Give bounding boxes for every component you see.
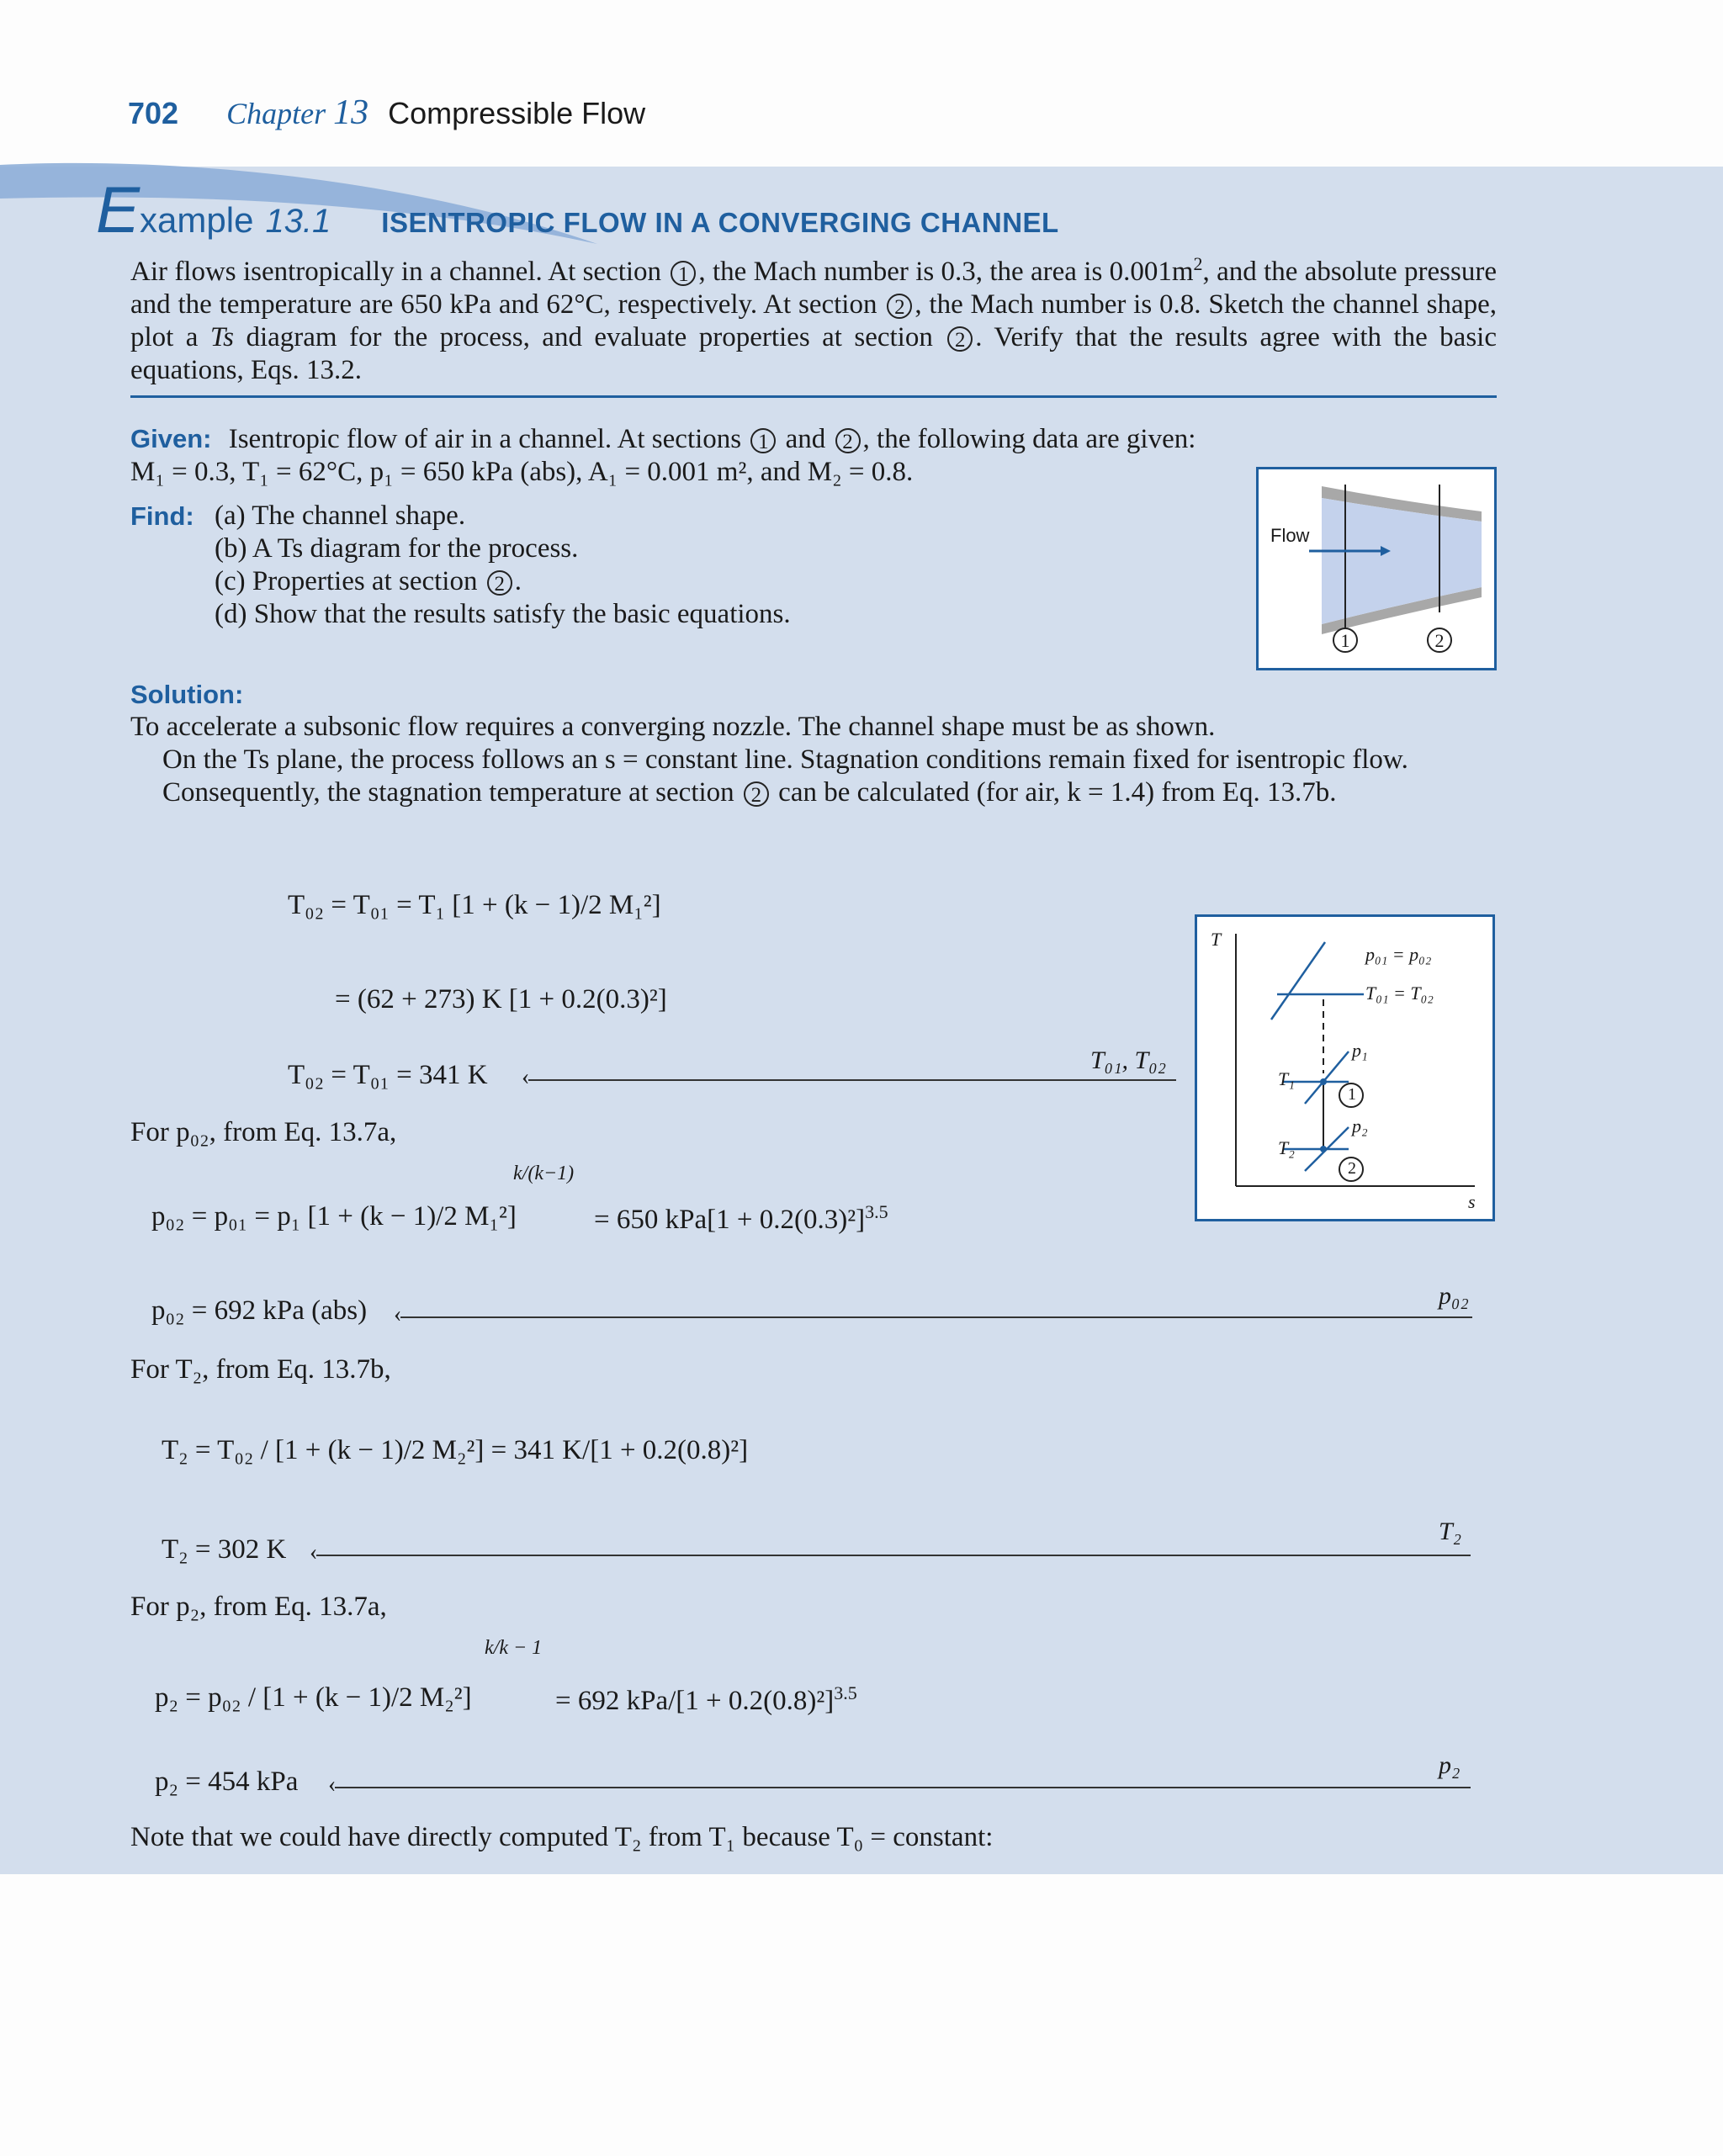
equation-t0-substitution: = (62 + 273) K [1 + 0.2(0.3)²] <box>335 984 667 1014</box>
find-list <box>215 500 791 631</box>
p2-result: p₂ = 454 kPa <box>155 1767 299 1797</box>
chapter-word: Chapter <box>226 97 326 130</box>
page-number: 702 <box>128 96 179 130</box>
find-item: (d) Show that the results satisfy the basic equations. <box>215 599 791 629</box>
given-block: Given: Isentropic flow of air in a channel. At sections 1 and 2 , the following data are given: M₁ = 0.3, T₁ = 62°C, p₁ = 650 kPa (abs), A₁ = 0.001 m², and M₂ = 0.8. <box>130 424 1196 487</box>
given-data: M₁ = 0.3, T₁ = 62°C, p₁ = 650 kPa (abs), A₁ = 0.001 m², and M₂ = 0.8. <box>130 457 914 487</box>
t0-line-label: T₀₁ = T₀₂ <box>1365 983 1434 1004</box>
problem-statement: Air flows isentropically in a channel. At section 1 , the Mach number is 0.3, the area is $0.001m^2$, and the absolute pressure and the temperature are 650 kPa and 62°C, respectively. At section 2 , the Mach number is 0.8. Sketch the channel shape, plot a Ts diagram for the process, and evaluate properties at section 2 . Verify that the results agree with the basic equations, Eqs. 13.2. <box>130 253 1497 385</box>
t0-result: T₀₂ = T₀₁ = 341 K <box>288 1060 488 1090</box>
section-2-marker: 2 <box>887 294 912 319</box>
channel-section-1: 1 <box>1340 630 1350 651</box>
chapter-number: 13 <box>333 93 369 132</box>
p2-isobar-label: p₂ <box>1352 1115 1368 1136</box>
p0-answer-tag: p₀₂ <box>1439 1282 1469 1310</box>
answer-arrow-line <box>528 1079 1176 1081</box>
chapter-title: Compressible Flow <box>388 96 646 130</box>
equation-t2: T₂ = T₀₂ / [1 + (k − 1)/2 M₂²] = 341 K/[1 + 0.2(0.8)²] <box>162 1435 749 1465</box>
state-point-1: 1 <box>1348 1085 1356 1104</box>
channel-drawing <box>1259 469 1494 668</box>
given-label: Given: <box>130 424 212 453</box>
p2-exponent: k/k − 1 <box>485 1637 543 1659</box>
find-item: (a) The channel shape. <box>215 501 466 531</box>
answer-arrow-line <box>400 1316 1472 1318</box>
p0-result: p₀₂ = 692 kPa (abs) <box>151 1295 368 1326</box>
find-item: (c) Properties at section 2 . <box>215 566 522 596</box>
example-number: 13.1 <box>265 203 331 240</box>
flow-label: Flow <box>1270 525 1310 546</box>
p0-intro: For p₀₂, from Eq. 13.7a, <box>130 1117 397 1147</box>
equation-p0-definition: p₀₂ = p₀₁ = p₁ [1 + (k − 1)/2 M₁²] <box>151 1201 517 1232</box>
example-heading <box>96 172 1059 248</box>
channel-section-2: 2 <box>1434 630 1445 651</box>
t2-label: T₂ <box>1278 1137 1295 1158</box>
equation-p2-definition: p₂ = p₀₂ / [1 + (k − 1)/2 M₂²] <box>155 1682 472 1713</box>
find-item: (b) A Ts diagram for the process. <box>215 533 579 564</box>
find-label: Find: <box>130 501 194 531</box>
answer-arrow-line <box>316 1555 1471 1556</box>
t2-intro: For T₂, from Eq. 13.7b, <box>130 1354 391 1385</box>
t2-answer-tag: T₂ <box>1439 1518 1462 1545</box>
s-axis-label: s <box>1468 1191 1476 1212</box>
p0-exponent: k/(k−1) <box>513 1163 575 1184</box>
closing-note: Note that we could have directly computed T₂ from T₁ because T₀ = constant: <box>130 1822 994 1852</box>
p0-isobar-label: p₀₁ = p₀₂ <box>1365 944 1432 965</box>
answer-arrow: ‹ <box>394 1301 402 1327</box>
solution-label: Solution: <box>130 680 244 709</box>
equation-p2-substitution: = 692 $kPa/[1 + 0.2(0.8)^2]^{3.5}$ <box>555 1682 857 1716</box>
example-title: ISENTROPIC FLOW IN A CONVERGING CHANNEL <box>381 207 1059 238</box>
p2-answer-tag: p₂ <box>1439 1751 1461 1779</box>
equation-p0-substitution: = 650 $kPa[1 + 0.2(0.3)^2]^{3.5}$ <box>594 1201 888 1235</box>
channel-figure <box>1256 467 1497 670</box>
answer-arrow: ‹ <box>328 1772 337 1798</box>
answer-arrow: ‹ <box>310 1539 318 1565</box>
example-word: xample <box>140 200 254 240</box>
equation-t0-definition: T₀₂ = T₀₁ = T₁ [1 + (k − 1)/2 M₁²] <box>288 890 661 920</box>
state-point-2: 2 <box>1348 1159 1356 1178</box>
ts-diagram <box>1195 914 1495 1221</box>
p2-intro: For p₂, from Eq. 13.7a, <box>130 1592 387 1622</box>
answer-arrow: ‹ <box>522 1064 530 1090</box>
p1-isobar-label: p₁ <box>1352 1040 1368 1061</box>
t1-label: T₁ <box>1278 1068 1295 1089</box>
t2-result: T₂ = 302 K <box>162 1534 287 1565</box>
t-axis-label: T <box>1211 929 1222 950</box>
t0-answer-tag: T₀₁, T₀₂ <box>1090 1046 1167 1074</box>
solution-text: To accelerate a subsonic flow requires a converging nozzle. The channel shape must be as shown. On the Ts plane, the process follows an s = constant line. Stagnation conditions remain fixed for isentropic flow. Consequently, the stagnation temperature at section 2 can be calculated (for air, k = 1.4) from Eq. 13.7b. <box>130 712 1408 808</box>
running-head <box>128 93 645 133</box>
divider-rule <box>130 395 1497 398</box>
page-bottom-margin <box>0 1874 1723 2156</box>
section-1-marker: 1 <box>671 261 696 286</box>
example-letter: E <box>96 172 140 246</box>
answer-arrow-line <box>335 1787 1471 1788</box>
